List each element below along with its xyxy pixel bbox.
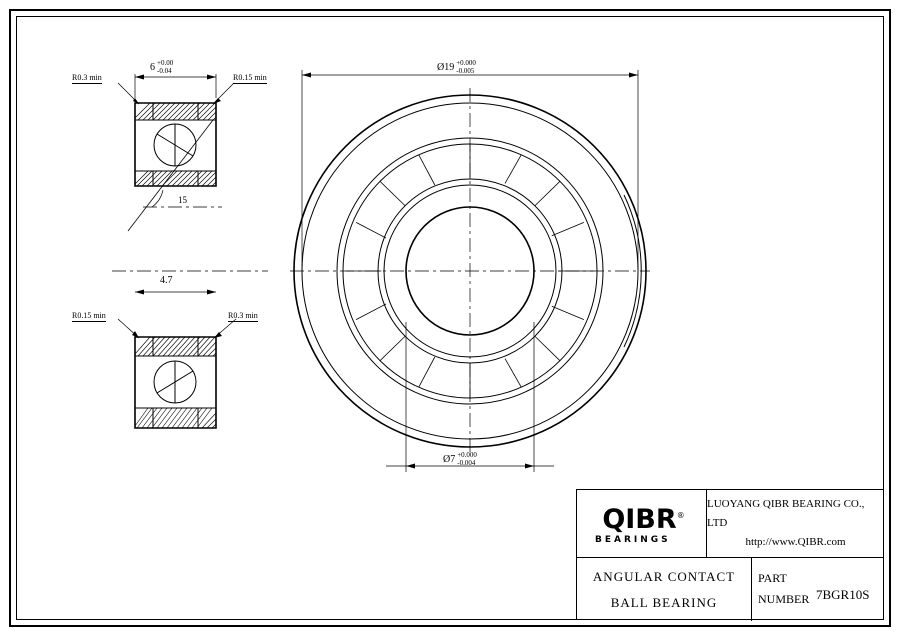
inner-dimension-4-7 xyxy=(135,290,216,295)
part-number-label-line2: NUMBER xyxy=(758,592,810,606)
fillet-bottom-left-label: R0.15 min xyxy=(72,311,106,320)
fillet-top-left-label: R0.3 min xyxy=(72,73,102,82)
width-tol-lower: -0.04 xyxy=(157,66,172,75)
logo-subtitle: BEARINGS xyxy=(595,535,671,545)
fillet-leader-top-left xyxy=(118,83,139,104)
width-tol-upper: +0.00 xyxy=(157,59,174,67)
section-hatch-upper-inner xyxy=(135,171,216,186)
fillet-leader-bottom-left xyxy=(118,319,139,338)
title-block xyxy=(576,489,884,620)
title-block-body xyxy=(577,558,884,621)
logo-text: QIBR xyxy=(602,504,677,535)
part-number-value: 7BGR10S xyxy=(816,587,870,602)
section-hatch-lower-outer xyxy=(135,337,216,356)
outer-dia-tol-upper: +0.000 xyxy=(456,59,476,67)
section-upper-ball xyxy=(154,124,196,166)
fillet-bottom-right-label: R0.3 min xyxy=(228,311,258,320)
product-description-line1: ANGULAR CONTACT xyxy=(592,568,736,584)
company-name: LUOYANG QIBR BEARING CO., LTD xyxy=(707,498,865,529)
outer-dia-tol-lower: -0.005 xyxy=(456,66,475,75)
section-lower-ball xyxy=(154,361,196,403)
section-hatch-lower-inner xyxy=(135,408,216,428)
registered-trademark-icon: ® xyxy=(676,511,685,520)
width-dimension xyxy=(135,74,216,98)
fillet-top-right-label: R0.15 min xyxy=(233,73,267,82)
inner-dimension-label: 4.7 xyxy=(160,275,173,286)
product-description xyxy=(577,558,752,621)
bore-dia-label: Ø7 +0.000 -0.004 xyxy=(443,451,477,467)
part-number-label xyxy=(758,568,809,610)
title-block-header xyxy=(577,490,884,558)
logo-wordmark xyxy=(602,502,684,534)
product-description-line2: BALL BEARING xyxy=(610,594,718,610)
bore-dia-tol-upper: +0.000 xyxy=(457,451,477,459)
width-dimension-label: 6 +0.00 -0.04 xyxy=(150,59,174,75)
company-info xyxy=(707,490,884,557)
contact-angle-label: 15 xyxy=(178,195,187,205)
part-number-label-line1: PART xyxy=(758,571,787,585)
company-logo xyxy=(577,490,707,557)
front-view-centerlines xyxy=(290,88,650,455)
part-number-cell xyxy=(752,558,884,621)
outer-dia-label: Ø19 +0.000 -0.005 xyxy=(437,59,476,75)
company-url: http://www.QIBR.com xyxy=(745,536,846,548)
bore-dia-tol-lower: -0.004 xyxy=(457,458,476,467)
section-hatch-upper-outer xyxy=(135,103,216,120)
